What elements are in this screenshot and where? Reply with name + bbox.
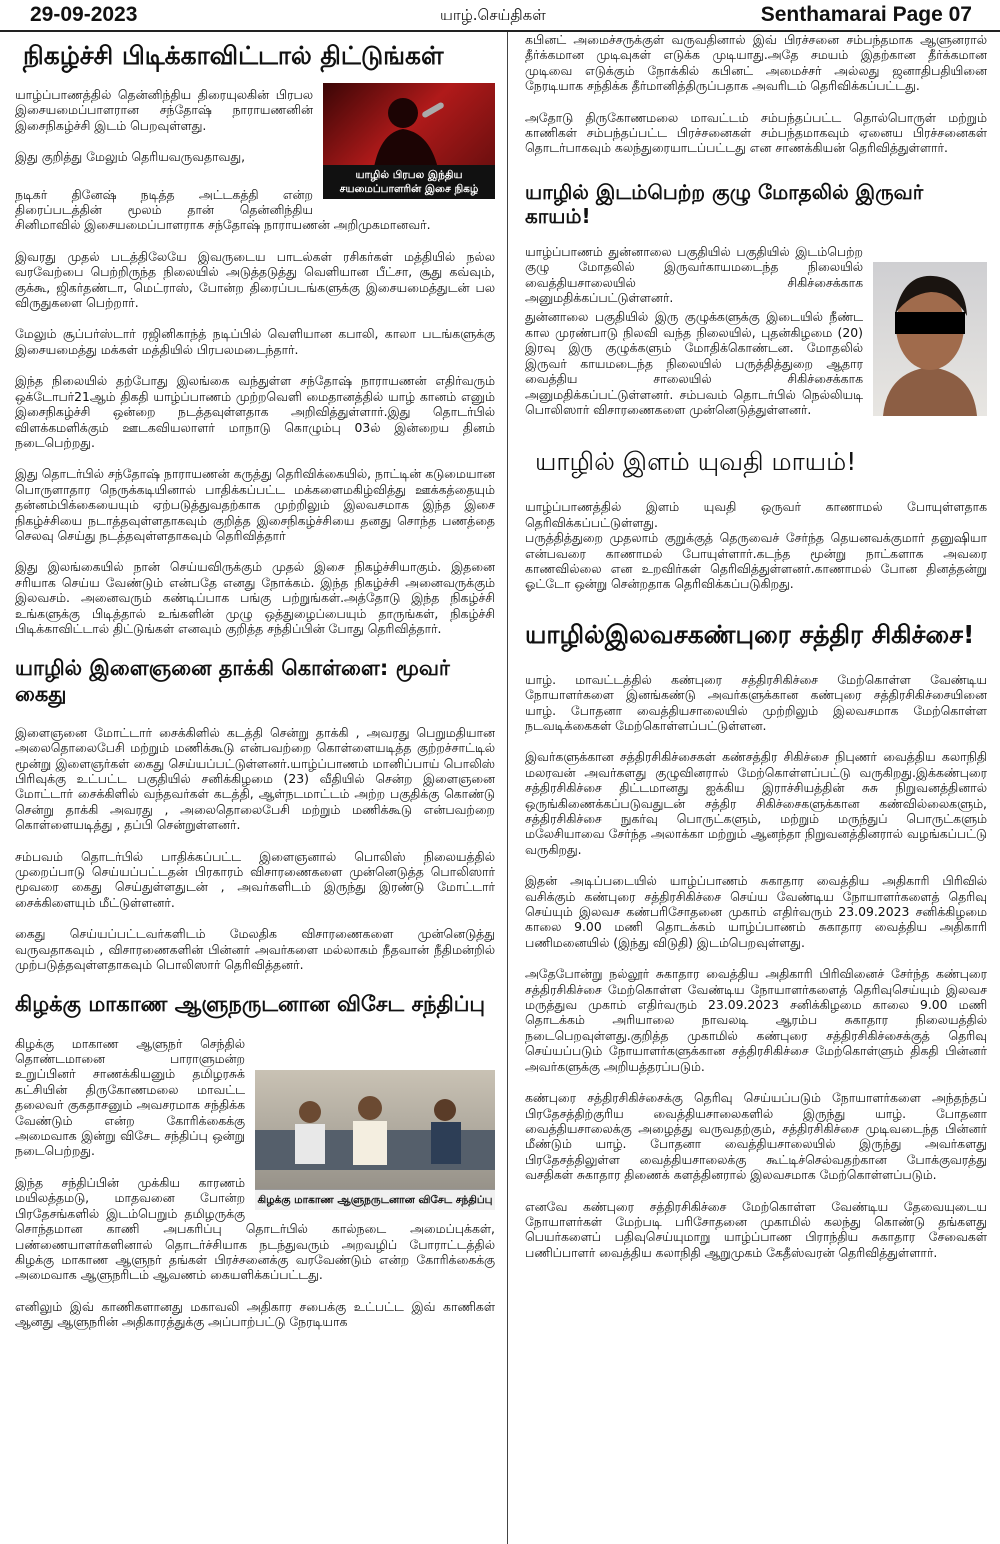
left-column bbox=[15, 32, 495, 1346]
article-paragraph: கண்புரை சத்திரசிகிச்சைக்கு தெரிவு செய்யப்படும் நோயாளர்களை அந்தந்தப் பிரதேசத்திற்குரிய வைத்தியசாலைகளில் இருந்து யாழ். போதனா வைத்தியசாலைக்கு அழைத்து வருவதற்கும், சத்திரசிகிச்சை முடிவடைந்த பின்னர் மீண்டும் யாழ். போதனா வைத்தியசாலையில் இருந்து அவர்களது பிரதேசத்திலுள்ள வைத்தியசாலைக்கு கூட்டிச்செல்வதற்கான போக்குவரத்து வசதிகள் சுகாதார திணைக் களத்தினரால் இலவசமாக மேற்கொள்ளப்படும். bbox=[525, 1090, 987, 1183]
issue-date: 29-09-2023 bbox=[30, 3, 138, 26]
article-paragraph: அதோடு திருகோணமலை மாவட்டம் சம்பந்தப்பட்ட தொல்பொருள் மற்றும் காணிகள் சம்பந்தப்பட்ட பிரச்சனைகள் சம்பந்தமாகவும் ஏனைய பிரச்சனைகள் தொடர்பாகவும் கலந்துரையாடப்பட்டது என சாணக்கியன் தெரிவித்துள்ளார். bbox=[525, 109, 987, 156]
headline-missing-girl: யாழில் இளம் யுவதி மாயம்! bbox=[535, 447, 857, 477]
headline-robbery: யாழில் இளைஞனை தாக்கி கொள்ளை: மூவர் கைது bbox=[15, 656, 450, 706]
article-paragraph: இது குறித்து மேலும் தெரியவருவதாவது, bbox=[15, 149, 246, 165]
article-paragraph: யாழ். மாவட்டத்தில் கண்புரை சத்திரசிகிச்சை மேற்கொள்ள வேண்டிய நோயாளர்களை இனங்கண்டு அவர்களுக்கான கண்புரை சத்திரசிகிச்சையினை யாழ். போதனா வைத்தியசாலையில் முற்றிலும் இலவசமாக மேற்கொள்ள நடவடிக்கைகள் மேற்கொள்ளப்பட்டுள்ளன. bbox=[525, 671, 987, 733]
meeting-photo bbox=[255, 1070, 495, 1210]
article-paragraph: மேலும் சூப்பர்ஸ்டார் ரஜினிகாந்த் நடிப்பில் வெளியான கபாலி, காலா படங்களுக்கு இசையமைத்து மக்கள் மத்தியில் பிரபலமடைந்தார். bbox=[15, 326, 495, 357]
headline-cataract-surgery: யாழில்இலவசகண்புரை சத்திர சிகிச்சை! bbox=[525, 619, 975, 649]
page-header bbox=[0, 0, 1000, 32]
article-paragraph: பருத்தித்துறை முதலாம் குறுக்குத் தெருவைச் சேர்ந்த தெயனவக்குமார் தனுஷியா என்பவரை காணாமல் போயுள்ளார்.கடந்த மூன்று நாட்களாக அவரை காணவில்லை என உறவிர்கள் தெரிவித்துள்ளனர்.காணாமல் போன தினத்தன்று ஓட்டோ ஒன்று சென்றதாக தெரிவிக்கப்படுகிறது. bbox=[525, 530, 987, 592]
article-paragraph: இந்த சந்திப்பின் முக்கிய காரணம் மயிலத்தமடு, மாதவனை போன்ற பிரதேசங்களில் இடம்பெறும் தமிழருக்கு சொந்தமான காணி அபகரிப்பு தொடர்பில் கால்நடை அமைப்புக்கள், பண்ணையாளர்களினால் தொடர்ச்சியாக நடந்துவரும் அறவழிப் போராட்டத்தில் கிழக்கு மாகாண ஆளுநர் தங்கள் பிரச்சனைக்கு வரவேண்டும் என்ற கோரிக்கைக்கு அமைவாக ஆளுநரிடம் ஆவணம் கையளிக்கப்பட்டது. bbox=[15, 1174, 495, 1283]
victim-photo bbox=[873, 262, 987, 416]
article-paragraph: கபினட் அமைச்சருக்குள் வருவதினால் இவ் பிரச்சனை சம்பந்தமாக ஆளுனரால் தீர்க்கமான முடிவுகள் எடுக்க முடியாது.அதே சமயம் இதற்கான தீர்க்கமான முடிவை எடுக்கும் நோக்கில் கபினட் அமைச்சர் அல்லது ஜனாதிபதியினை நேரடியாக சந்திக்க தீர்மானித்திருப்பதாக அவரிடம் தெரிவிக்கப்பட்டது. bbox=[525, 32, 987, 94]
article-paragraph: யாழ்ப்பாணத்தில் இளம் யுவதி ஒருவர் காணாமல் போயுள்ளதாக தெரிவிக்கப்பட்டுள்ளது. bbox=[525, 499, 987, 530]
right-column bbox=[525, 32, 987, 1276]
article-paragraph: கைது செய்யப்பட்டவர்களிடம் மேலதிக விசாரணைகளை முன்னெடுத்து வருவதாகவும் , விசாரணைகளின் பின்னர் அவர்களை மல்லாகம் நீதவான் நீதிமன்றில் முற்படுத்தவுள்ளதாகவும் பொலிஸார் தெரிவித்தனர். bbox=[15, 926, 495, 973]
article-paragraph: இது தொடர்பில் சந்தோஷ் நாராயணன் கருத்து தெரிவிக்கையில், நாட்டின் கடுமையான பொருளாதார நெருக்கடியினால் பாதிக்கப்பட்ட மக்களைமகிழ்வித்து ஊக்கத்தையும் தன்னம்பிக்கையையும் ஏற்படுத்துவதற்காக முற்றிலும் இலவசமாக இந்த இசை நிகழ்ச்சியை நடாத்தவுள்ளதாகவும் குறித்த இசைநிகழ்ச்சியை தனது சொந்த பணத்தை செலவு செய்து நடத்தவுள்ளதாகவும் தெரிவித்தார் bbox=[15, 466, 495, 543]
headline-group-clash: யாழில் இடம்பெற்ற குழு மோதலில் இருவர் காயம்! bbox=[525, 179, 924, 228]
concert-photo-caption: யாழில் பிரபல இந்திய சயமைப்பாளரின் இசை நிகழ் bbox=[323, 165, 495, 199]
article-paragraph: இந்த நிலையில் தற்போது இலங்கை வந்துள்ள சந்தோஷ் நாராயணன் எதிர்வரும் ஒக்டோபர்21ஆம் திகதி யாழ்ப்பாணம் முற்றவெளி மைதானத்தில் யாழ் கானம் எனும் இசைநிகழ்ச்சி ஒன்றை நடத்தவுள்ளதாக அறிவித்துள்ளார்.இது தொடர்பில் விளக்கமளிக்கும் ஊடகவியலாளர் மாநாடு கொழும்பு 03ல் இன்றைய தினம் நடைபெற்றது. bbox=[15, 373, 495, 450]
article-paragraph: சம்பவம் தொடர்பில் பாதிக்கப்பட்ட இளைஞனால் பொலிஸ் நிலையத்தில் முறைப்பாடு செய்யப்பட்டதன் பிரகாரம் விசாரணைகளை முன்னெடுத்த பொலிஸார் மூவரை கைது செய்துள்ளதுடன் , அவர்களிடம் இருந்து இரண்டு மோட்டார் சைக்கிளையும் மீட்டுள்ளனர். bbox=[15, 848, 495, 910]
headline-concert: நிகழ்ச்சி பிடிக்காவிட்டால் திட்டுங்கள் bbox=[23, 41, 444, 70]
article-paragraph: இது இலங்கையில் நான் செய்யவிருக்கும் முதல் இசை நிகழ்ச்சியாகும். இதனை சரியாக செய்ய வேண்டும் என்பதே எனது நோக்கம். இந்த நிகழ்ச்சி அனைவருக்கும் இலவசம். அனைவரும் கண்டிப்பாக பங்கு பற்றுங்கள்.அத்தோடு இந்த நிகழ்ச்சி உங்களுக்கு பிடித்தால் உங்களின் முழு ஒத்துழைப்பையும் தாருங்கள், நிகழ்ச்சி பிடிக்காவிட்டால் திட்டுங்கள் எனவும் குறித்த சந்திப்பின் போது தெரிவித்தார். bbox=[15, 559, 495, 636]
section-name: யாழ்.செய்திகள் bbox=[440, 6, 546, 24]
face-blur-bar bbox=[895, 312, 965, 334]
article-paragraph: எனிலும் இவ் காணிகளானது மகாவலி அதிகார சபைக்கு உட்பட்ட இவ் காணிகள் ஆனது ஆளுநரின் அதிகாரத்துக்கு அப்பாற்பட்டு நேரடியாக bbox=[15, 1298, 495, 1330]
article-paragraph: எனவே கண்புரை சத்திரசிகிச்சை மேற்கொள்ள வேண்டிய தேவையுடைய நோயாளர்கள் மேற்படி பரிசோதனை முகாமில் கலந்து கொண்டு தங்களது பெயர்களைப் பதிவுசெய்யுமாறு யாழ்ப்பாண பிராந்திய சுகாதார சேவைகள் பணிப்பாளர் வைத்திய கலாநிதி ஆறுமுகம் கேதீஸ்வரன் தெரிவித்துள்ளார். bbox=[525, 1198, 987, 1260]
person-portrait-image bbox=[873, 262, 987, 416]
article-paragraph: கிழக்கு மாகாண ஆளுநர் செந்தில் தொண்டமானை பாராளுமன்ற உறுப்பினர் சாணக்கியனும் தமிழரசுக் கட்சியின் திருகோணமலை மாவட்ட தலைவர் குகதாசனும் அவசரமாக சந்திக்க வேண்டும் என்ற கோரிக்கைக்கு அமைவாக இன்று விசேட சந்திப்பு ஒன்று நடைபெற்றது. bbox=[15, 1035, 245, 1159]
article-paragraph: அதேபோன்று நல்லூர் சுகாதார வைத்திய அதிகாரி பிரிவினைச் சேர்ந்த கண்புரை சத்திரசிகிச்சை மேற்கொள்ள வேண்டிய நோயாளர்களைத் தெரிவுசெய்யும் இலவச மருத்துவ முகாம் எதிர்வரும் 23.09.2023 சனிக்கிழமை காலை 9.00 மணி தொடக்கம் அரியாலை நாவலடி ஆரம்ப சுகாதார நிலையத்தில் நடைபெறவுள்ளது.குறித்த முகாமில் கண்புரை சத்திரசிகிச்சைக்குத் தெரிவு செய்யப்படும் நோயாளர்களுக்கான சத்திரசிகிச்சை மேற்கொள்ளும் திகதி பின்னர் அவர்களுக்கு அறியத்தரப்படும். bbox=[525, 966, 987, 1074]
meeting-photo-caption: கிழக்கு மாகாண ஆளுநருடனான விசேட சந்திப்பு bbox=[255, 1189, 495, 1210]
article-paragraph: இவர்களுக்கான சத்திரசிகிச்சைகள் கண்சத்திர சிகிச்சை நிபுணர் வைத்திய கலாநிதி மலரவன் அவர்களது குழுவினரால் மேற்கொள்ளப்பட்டு வருகிறது.இக்கண்புரை சத்திரசிகிச்சை திட்டமானது ஐக்கிய இராச்சியத்தின் சுசு நிறுவனத்தினால் ஒருங்கிணைக்கப்படுவதுடன் சத்திர சிகிச்சைகளுக்கான கண்வில்லைகளும், சத்திரசிகிச்சை நுகர்வு பொருட்களும், மற்றும் மருந்துப் பொருட்களும் மலேசியாவை சேர்ந்த அலாக்கா மற்றும் ஆனந்தா நிறுவனத்தினரால் வழங்கப்பட்டு வருகிறது. bbox=[525, 749, 987, 857]
article-paragraph: இளைஞனை மோட்டார் சைக்கிளில் கடத்தி சென்று தாக்கி , அவரது பெறுமதியான அலைதொலைபேசி மற்றும் மணிக்கூடு என்பவற்றை கொள்ளையடித்த குற்றச்சாட்டில் மூன்று இளைஞர்கள் கைது செய்யப்பட்டுள்ளனர்.யாழ்ப்பாணம் மானிப்பாய் பொலிஸ் பிரிவுக்கு உட்பட்ட பகுதியில் சனிக்கிழமை (23) வீதியில் சென்ற இளைஞனை மோட்டார் சைக்கிளில் வந்தவர்கள் கடத்தி, ஆள்நடமாட்டம் அற்ற பகுதிக்கு கொண்டு சென்று தாக்கி அவரது , அலைதொலைபேசி மற்றும் மணிக்கூடு என்பவற்றை கொள்ளையடித்து , தப்பி சென்றுள்ளனர். bbox=[15, 724, 495, 833]
headline-governor-meeting: கிழக்கு மாகாண ஆளுநருடனான விசேட சந்திப்பு bbox=[15, 992, 486, 1017]
article-paragraph: யாழ்ப்பாணத்தில் தென்னிந்திய திரையுலகின் பிரபல இசையமைப்பாளரான சந்தோஷ் நாராயணனின் இசைநிகழ்ச்சி இடம் பெறவுள்ளது. bbox=[15, 87, 313, 133]
article-paragraph: இதன் அடிப்படையில் யாழ்ப்பாணம் சுகாதார வைத்திய அதிகாரி பிரிவில் வசிக்கும் கண்புரை சத்திரசிகிச்சை செய்ய வேண்டிய நோயாளர்களைத் தெரிவு செய்யும் இலவச கண்பரிசோதனை முகாம் எதிர்வரும் 23.09.2023 சனிக்கிழமை காலை 9.00 மணி தொடக்கம் யாழ்ப்பாணம் சுகாதார வைத்திய அதிகாரி பணிமனையில் (இந்து விடுதி) இடம்பெறவுள்ளது. bbox=[525, 873, 987, 950]
concert-photo bbox=[323, 83, 495, 199]
article-paragraph: நடிகர் தினேஷ் நடித்த அட்டகத்தி என்ற திரைப்படத்தின் மூலம் தான் தென்னிந்திய சினிமாவில் இசையமைப்பாளராக சந்தோஷ் நாராயணன் அறிமுகமானவர். bbox=[15, 186, 431, 233]
column-divider bbox=[507, 32, 508, 1544]
article-paragraph: துன்னாலை பகுதியில் இரு குழுக்களுக்கு இடையில் நீண்ட கால முரண்பாடு நிலவி வந்த நிலையில், புதன்கிழமை (20) இரவு இரு குழுக்களும் மோதிக்கொண்டன. மோதலில் இருவர் காயமடைந்த நிலையில் பருத்தித்துறை ஆதார வைத்திய சாலையில் சிகிச்சைக்காக அனுமதிக்கப்பட்டுள்ளனர். சம்பவம் தொடர்பில் நெல்லியடி பொலிஸார் விசாரணைகளை முன்னெடுத்துள்ளனர். bbox=[525, 309, 863, 417]
article-paragraph: இவரது முதல் படத்திலேயே இவருடைய பாடல்கள் ரசிகர்கள் மத்தியில் நல்ல வரவேற்பை பெற்றிருந்த நிலையில் அடுத்தடுத்து வெளியான பீட்சா, சூது கவ்வும், குக்கூ, ஜிகர்தண்டா, மெட்ராஸ், போன்ற திரைப்படங்களுக்கு இசையமைத்துடன் பல விருதுகளை பெற்றார். bbox=[15, 248, 495, 311]
page-label: Senthamarai Page 07 bbox=[760, 3, 972, 26]
article-paragraph: யாழ்ப்பாணம் துன்னாலை பகுதியில் பகுதியில் இடம்பெற்ற குழு மோதலில் இருவர்காயமடைந்த நிலையில் வைத்தியசாலையில் சிகிச்சைக்காக அனுமதிக்கப்பட்டுள்ளனர். bbox=[525, 243, 863, 306]
